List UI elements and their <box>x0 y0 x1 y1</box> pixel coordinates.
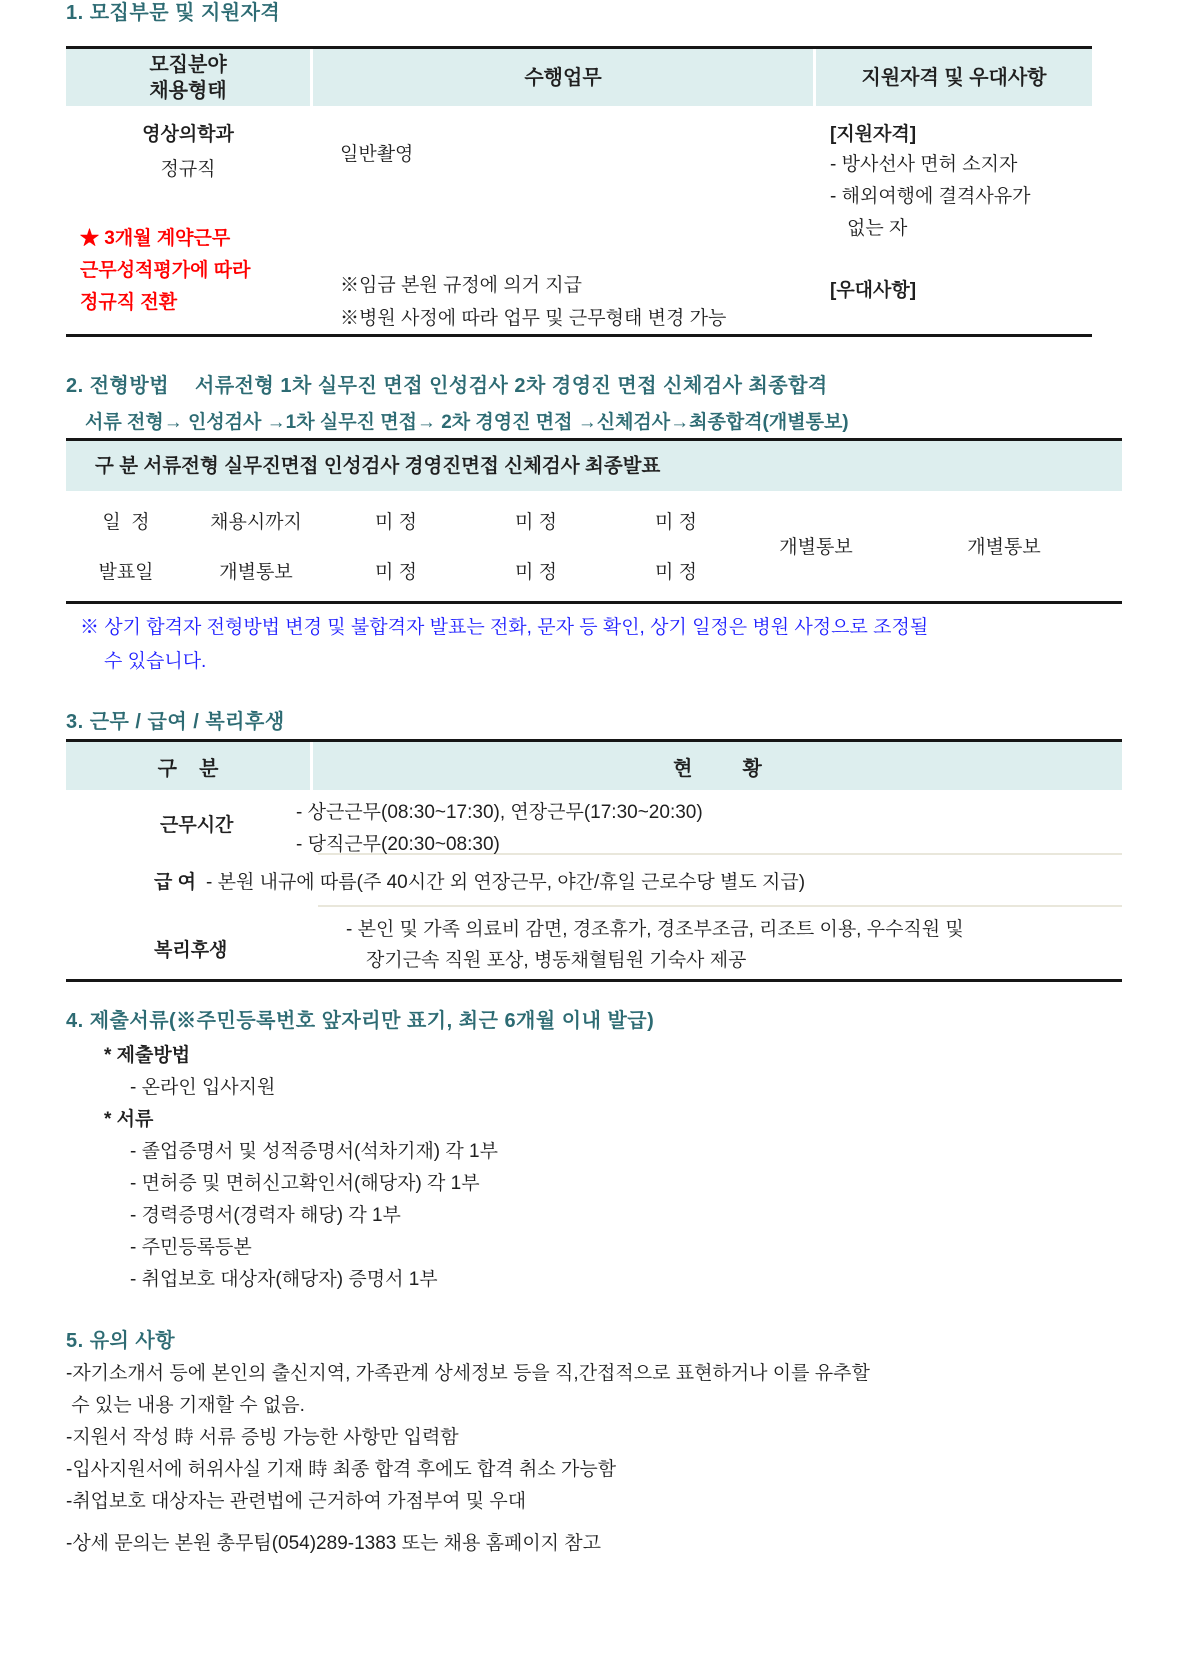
duty-note-line: ※병원 사정에 따라 업무 및 근무형태 변경 가능 <box>340 308 727 329</box>
contract-notice-line: ★ 3개월 계약근무 <box>80 228 231 249</box>
worktime-line2: - 당직근무(20:30~08:30) <box>296 834 500 855</box>
employment-type: 정규직 <box>160 159 216 180</box>
welfare-line2: 장기근속 직원 포상, 병동채혈팀원 기숙사 제공 <box>366 950 747 971</box>
duty-text: 일반촬영 <box>340 144 414 165</box>
document-item: - 경력증명서(경력자 해당) 각 1부 <box>130 1205 401 1226</box>
worktime-row <box>66 790 1122 853</box>
announce-row-label: 발표일 <box>98 561 154 583</box>
schedule-table-body <box>66 491 1122 601</box>
schedule-table-header: 구 분 서류전형 실무진면접 인성검사 경영진면접 신체검사 최종발표 <box>66 441 1122 491</box>
header-category-line2: 채용형태 <box>149 79 227 102</box>
document-item: - 취업보호 대상자(해당자) 증명서 1부 <box>130 1269 438 1290</box>
header-cell-qualification: 지원자격 및 우대사항 <box>813 49 1092 106</box>
document-item: - 면허증 및 면허신고확인서(해당자) 각 1부 <box>130 1173 480 1194</box>
header-cell-status: 현 황 <box>310 742 1122 790</box>
submission-list <box>66 1040 1122 1296</box>
document-content <box>66 0 1122 1560</box>
header-cell-duty: 수행업무 <box>310 49 813 106</box>
notice-list <box>66 1358 1122 1560</box>
notice-item: -자기소개서 등에 본인의 출신지역, 가족관계 상세정보 등을 직,간접적으로 표현하거나 이를 유추할 <box>66 1363 870 1384</box>
section4-heading: 4. 제출서류(※주민등록번호 앞자리만 표기, 최근 6개월 이내 발급) <box>66 1010 655 1032</box>
contract-notice-line: 근무성적평가에 따라 <box>80 260 251 281</box>
welfare-line1: - 본인 및 가족 의료비 감면, 경조휴가, 경조부조금, 리조트 이용, 우수직원 및 <box>346 919 964 940</box>
document-item: - 주민등록등본 <box>130 1237 252 1258</box>
schedule-cell: 미 정 <box>375 561 417 583</box>
notice-item: 수 있는 내용 기재할 수 없음. <box>66 1395 305 1416</box>
welfare-row <box>66 907 1122 979</box>
document-item: - 졸업증명서 및 성적증명서(석차기재) 각 1부 <box>130 1141 498 1162</box>
schedule-cell: 채용시까지 <box>210 511 302 533</box>
qualification-item: 없는 자 <box>847 218 908 239</box>
preference-title: [우대사항] <box>830 280 917 301</box>
header-cell-division: 구 분 <box>157 757 219 780</box>
schedule-merged-cell: 개별통보 <box>779 536 853 558</box>
notice-item: -입사지원서에 허위사실 기재 時 최종 합격 후에도 합격 취소 가능함 <box>66 1459 617 1480</box>
section2-heading <box>66 373 1122 399</box>
schedule-cell: 미 정 <box>655 511 697 533</box>
header-cell-category <box>66 49 310 106</box>
salary-label: 급 여 <box>154 871 196 893</box>
qualification-title: [지원자격] <box>830 124 917 145</box>
header-category-line1: 모집분야 <box>149 53 227 76</box>
qualification-cell <box>830 106 1092 302</box>
conditions-table-header <box>66 742 1122 790</box>
work-conditions-table <box>66 739 1122 982</box>
salary-text: - 본원 내규에 따름(주 40시간 외 연장근무, 야간/휴일 근로수당 별도 지급) <box>206 871 806 893</box>
section2-heading-number: 2. 전형방법 <box>66 375 170 397</box>
worktime-content <box>296 797 1122 861</box>
submission-method-title: * 제출방법 <box>104 1045 191 1066</box>
notice-item: -지원서 작성 時 서류 증빙 가능한 사항만 입력함 <box>66 1427 459 1448</box>
selection-flow-line: 서류 전형→ 인성검사 →1차 실무진 면접→ 2차 경영진 면접 →신체검사→최종합격(개별통보) <box>85 412 849 433</box>
category-cell <box>66 106 310 319</box>
schedule-row-label: 일 정 <box>102 511 150 533</box>
duty-note-line: ※임금 본원 규정에 의거 지급 <box>340 275 583 296</box>
schedule-cell: 개별통보 <box>219 561 293 583</box>
section5-heading: 5. 유의 사항 <box>66 1330 176 1352</box>
section2-heading-rest: 서류전형 1차 실무진 면접 인성검사 2차 경영진 면접 신체검사 최종합격 <box>195 375 828 397</box>
schedule-note-line2: 수 있습니다. <box>104 651 207 672</box>
duty-cell <box>340 106 810 335</box>
schedule-note-line1: ※ 상기 합격자 전형방법 변경 및 불합격자 발표는 전화, 문자 등 확인, 상기 일정은 병원 사정으로 조정될 <box>80 617 929 638</box>
schedule-merged-cell: 개별통보 <box>967 536 1041 558</box>
contact-item: -상세 문의는 본원 총무팀(054)289-1383 또는 채용 홈페이지 참고 <box>66 1533 602 1554</box>
section3-heading: 3. 근무 / 급여 / 복리후생 <box>66 711 285 733</box>
documents-title: * 서류 <box>104 1109 154 1130</box>
section1-heading: 1. 모집부문 및 지원자격 <box>66 2 281 24</box>
selection-schedule-table <box>66 438 1122 604</box>
submission-method-item: - 온라인 입사지원 <box>130 1077 276 1098</box>
duty-notes <box>340 269 810 335</box>
schedule-cell: 미 정 <box>375 511 417 533</box>
welfare-label: 복리후생 <box>154 940 228 961</box>
schedule-cell: 미 정 <box>515 561 557 583</box>
worktime-label: 근무시간 <box>160 815 234 836</box>
schedule-note <box>80 611 1122 679</box>
welfare-content <box>346 914 1122 976</box>
qualification-item: - 해외여행에 결격사유가 <box>830 186 1031 207</box>
contract-notice-line: 정규직 전환 <box>80 292 178 313</box>
worktime-line1: - 상근근무(08:30~17:30), 연장근무(17:30~20:30) <box>296 802 703 823</box>
qualification-item: - 방사선사 면허 소지자 <box>830 154 1018 175</box>
salary-row <box>66 855 1122 905</box>
recruitment-table-body <box>66 106 1092 334</box>
notice-item: -취업보호 대상자는 관련법에 근거하여 가점부여 및 우대 <box>66 1491 527 1512</box>
recruitment-table-header <box>66 49 1092 106</box>
schedule-cell: 미 정 <box>515 511 557 533</box>
schedule-cell: 미 정 <box>655 561 697 583</box>
department-name: 영상의학과 <box>142 124 234 145</box>
contract-notice <box>80 223 310 319</box>
qualification-items <box>830 149 1092 245</box>
recruitment-table <box>66 46 1092 337</box>
